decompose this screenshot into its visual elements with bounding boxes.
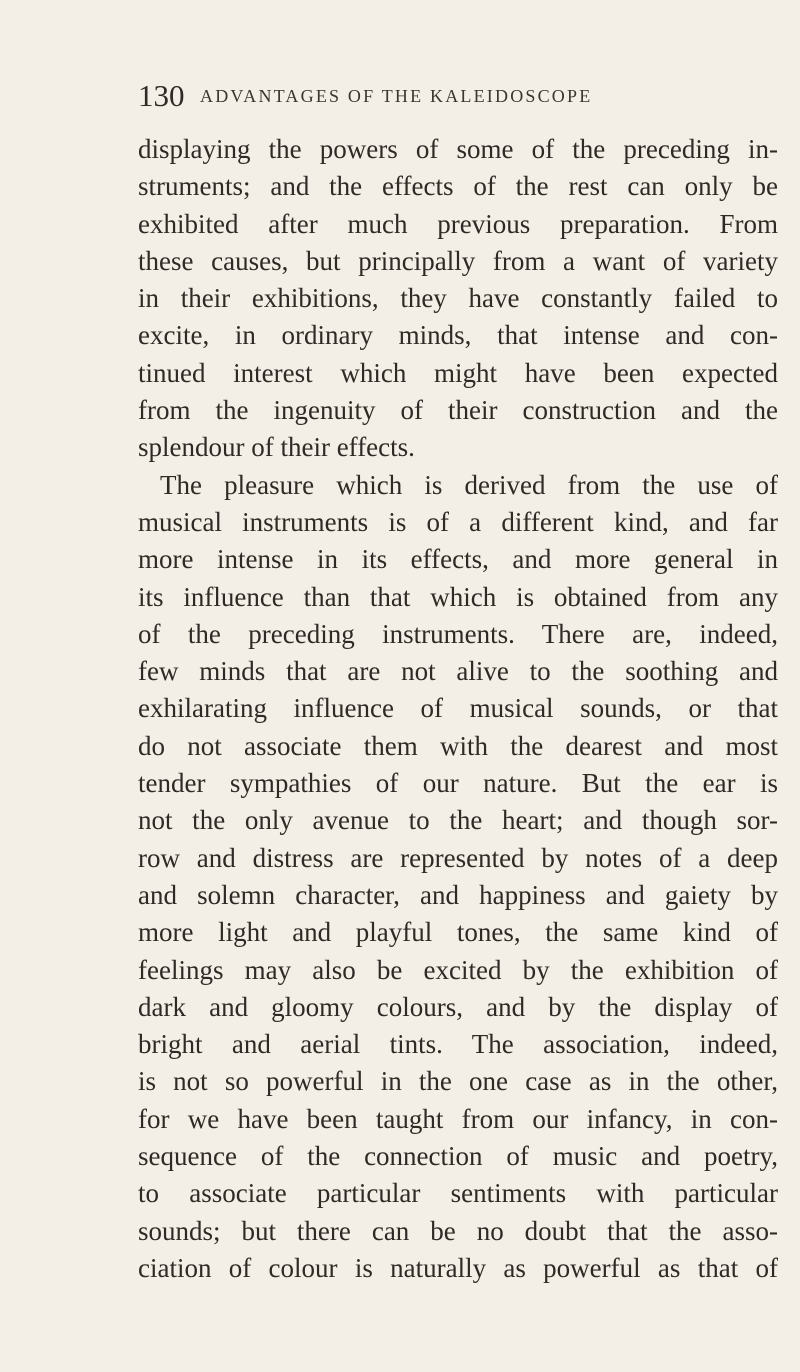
- text-line: excite, in ordinary minds, that intense and con-: [138, 320, 778, 351]
- text-line: struments; and the effects of the rest can only be: [138, 171, 778, 202]
- text-line: is not so powerful in the one case as in the other,: [138, 1066, 778, 1097]
- text-line: more light and playful tones, the same kind of: [138, 917, 778, 948]
- text-line: sounds; but there can be no doubt that the asso-: [138, 1215, 778, 1246]
- text-line: tinued interest which might have been expected: [138, 357, 778, 388]
- text-line: dark and gloomy colours, and by the display of: [138, 991, 778, 1022]
- text-line: feelings may also be excited by the exhibition of: [138, 954, 778, 985]
- running-title: ADVANTAGES OF THE KALEIDOSCOPE: [200, 86, 593, 106]
- text-line: ciation of colour is naturally as powerful as that of: [138, 1252, 778, 1283]
- text-line: not the only avenue to the heart; and though sor-: [138, 805, 778, 836]
- text-line: bright and aerial tints. The association, indeed,: [138, 1029, 778, 1060]
- text-line: row and distress are represented by notes of a deep: [138, 842, 778, 873]
- text-line: of the preceding instruments. There are, indeed,: [138, 618, 778, 649]
- page-number: 130: [138, 78, 185, 113]
- text-line: to associate particular sentiments with particular: [138, 1178, 778, 1209]
- text-line: tender sympathies of our nature. But the ear is: [138, 768, 778, 799]
- text-line: for we have been taught from our infancy, in con-: [138, 1103, 778, 1134]
- text-line: exhibited after much previous preparation. From: [138, 208, 778, 239]
- text-line: exhilarating influence of musical sounds, or that: [138, 693, 778, 724]
- text-line: from the ingenuity of their construction and the: [138, 395, 778, 426]
- body-text: [138, 131, 778, 1287]
- text-line: its influence than that which is obtained from any: [138, 581, 778, 612]
- text-line: do not associate them with the dearest and most: [138, 730, 778, 761]
- text-line: more intense in its effects, and more general in: [138, 544, 778, 575]
- text-line: and solemn character, and happiness and gaiety by: [138, 879, 778, 910]
- text-line: few minds that are not alive to the soothing and: [138, 656, 778, 687]
- paragraph-end-line: splendour of their effects.: [138, 432, 415, 463]
- paragraph-start-line: The pleasure which is derived from the use of: [160, 469, 778, 500]
- text-line: these causes, but principally from a want of variety: [138, 245, 778, 276]
- text-line: musical instruments is of a different kind, and far: [138, 506, 778, 537]
- text-line: displaying the powers of some of the preceding in-: [138, 134, 778, 164]
- text-line: sequence of the connection of music and poetry,: [138, 1141, 778, 1172]
- text-line: in their exhibitions, they have constantly failed to: [138, 283, 778, 314]
